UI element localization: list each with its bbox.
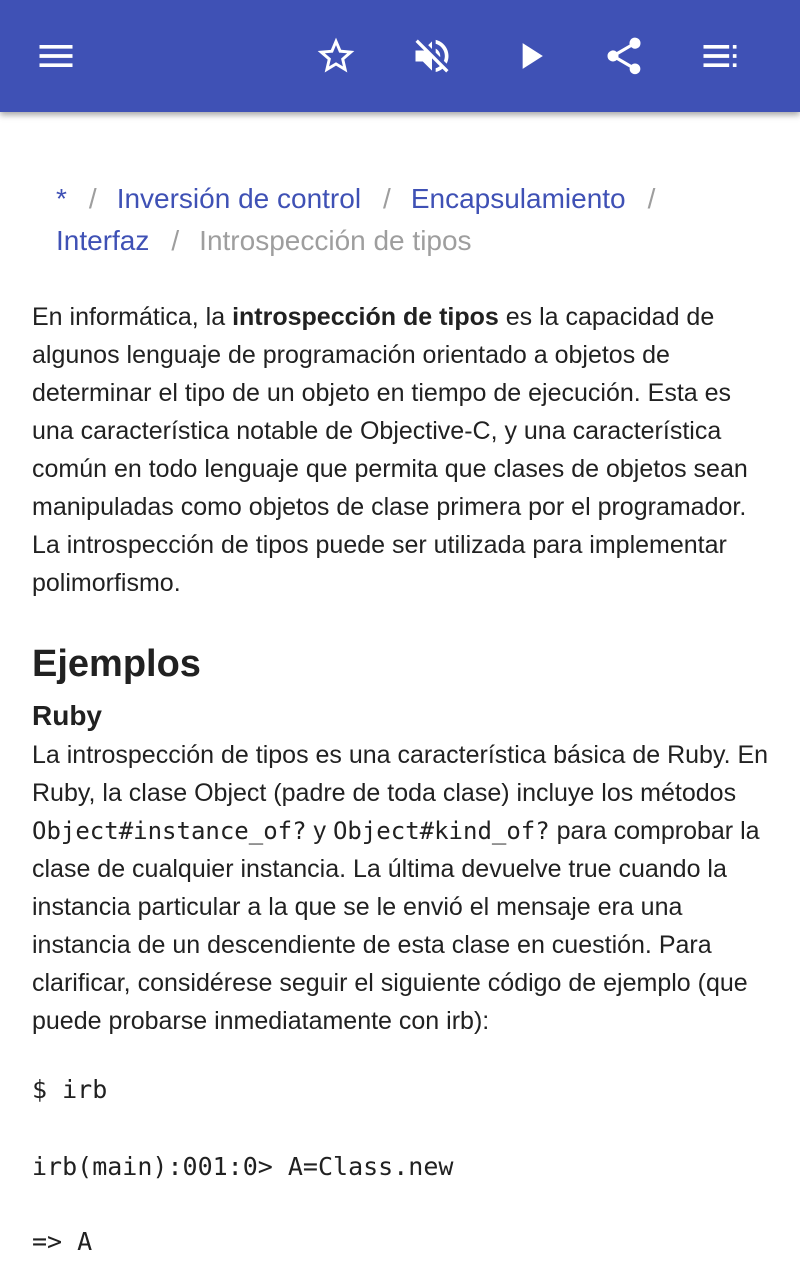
- intro-text-start: En informática, la: [32, 303, 233, 331]
- breadcrumb-item-inversion-de-control[interactable]: Inversión de control: [116, 183, 362, 214]
- code-line: $ irb: [32, 1075, 108, 1104]
- subsection-title: Ruby: [32, 700, 102, 731]
- inline-code-instance-of: Object#instance_of?: [32, 817, 307, 845]
- ruby-paragraph: [32, 736, 772, 1040]
- star-outline-icon[interactable]: [304, 24, 368, 88]
- inline-code-kind-of: Object#kind_of?: [332, 817, 550, 845]
- app-bar: [0, 0, 800, 112]
- ruby-text-2: y: [306, 817, 333, 845]
- breadcrumb-separator: /: [647, 183, 656, 214]
- breadcrumb-item-encapsulamiento[interactable]: Encapsulamiento: [410, 183, 626, 214]
- code-line: irb(main):001:0> A=Class.new: [32, 1152, 454, 1181]
- section-title: Ejemplos: [32, 643, 201, 685]
- breadcrumb-separator: /: [171, 225, 180, 256]
- breadcrumb-item-root[interactable]: *: [56, 183, 67, 214]
- breadcrumb-current: Introspección de tipos: [199, 225, 472, 256]
- code-line: => A: [32, 1227, 93, 1256]
- breadcrumb-separator: /: [88, 183, 97, 214]
- breadcrumb-separator: /: [383, 183, 391, 214]
- menu-icon[interactable]: [24, 24, 88, 88]
- breadcrumb-item-interfaz[interactable]: Interfaz: [56, 225, 150, 256]
- share-icon[interactable]: [592, 24, 656, 88]
- breadcrumb: [56, 178, 756, 262]
- intro-text-rest: es la capacidad de algunos lenguaje de programación orientado a objetos de determinar el tipo de un objeto en tiempo de ejecución. Esta es una característica notable de Objective-C, y una característica común en todo lenguaje que permita que clases de objetos sean manipuladas como objetos de clase primera por el programador. La introspección de tipos puede ser utilizada para implementar polimorfismo.: [32, 303, 748, 597]
- ruby-text-1: La introspección de tipos es una característica básica de Ruby. En Ruby, la clase Object (padre de toda clase) incluye los métodos: [32, 741, 769, 807]
- ruby-text-3: para comprobar la clase de cualquier instancia. La última devuelve true cuando la instancia particular a la que se le envió el mensaje era una instancia de un descendiente de esta clase en cuestión. Para clarificar, considérese seguir el siguiente código de ejemplo (que puede probarse inmediatamente con irb):: [32, 817, 760, 1035]
- list-icon[interactable]: [688, 24, 752, 88]
- intro-term: introspección de tipos: [232, 303, 499, 331]
- play-icon[interactable]: [498, 24, 562, 88]
- volume-off-icon[interactable]: [400, 24, 464, 88]
- intro-paragraph: [32, 298, 772, 602]
